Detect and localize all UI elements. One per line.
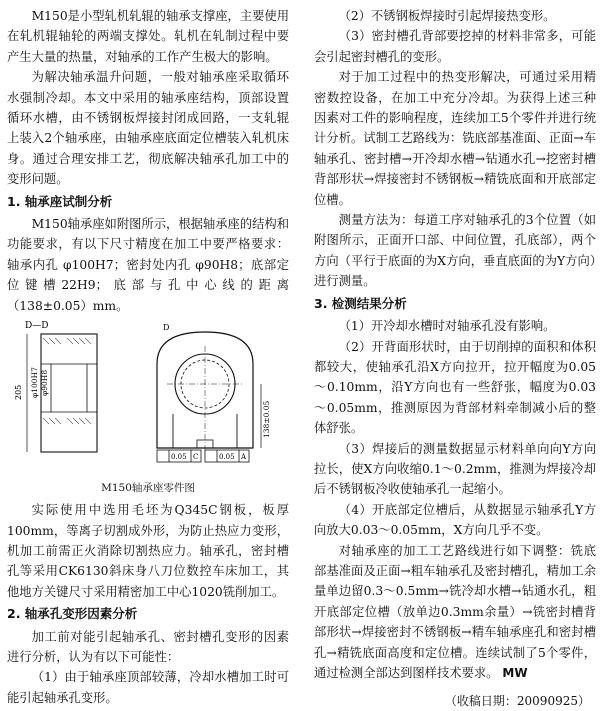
result-4: （4）开底部定位槽后，从数据显示轴承孔Y方向放大0.03～0.05mm，X方向几乎不变。 bbox=[314, 502, 596, 538]
tolerance-value-2: 0.05 bbox=[219, 453, 235, 462]
received-date: （收稿日期：20090925） bbox=[444, 694, 590, 709]
mw-logo: MW bbox=[502, 666, 528, 680]
seal-dimension: φ90H8 bbox=[40, 369, 49, 397]
section1-heading: 1. 轴承座试制分析 bbox=[7, 193, 113, 209]
result-3: （3）焊接后的测量数据显示材料单向向Y方向拉长，使X方向收缩0.1～0.2mm，推测为焊接冷却后不锈钢板冷收使轴承孔一起缩小。 bbox=[314, 441, 596, 497]
tolerance-ref-a: A bbox=[241, 453, 247, 462]
conclusion-text: 对轴承座的加工工艺路线进行如下调整：铣底部基准面及正面→粗车轴承孔及密封槽孔，精加工余量单边留0.3～0.5mm→铣冷却水槽→钻通水孔，粗开底部定位槽（放单边0.3mm余量）→铣密封槽背部形状→焊接密封不锈钢板→精车轴承座孔和密封槽孔→精铣底面高度和定位槽。连续试制了5个零件，通过检测全部达到图样技术要求。 bbox=[314, 543, 596, 680]
factor-3: （3）密封槽孔背部要挖掉的材料非常多，可能会引起密封槽孔的变形。 bbox=[314, 29, 596, 64]
left-column bbox=[7, 6, 289, 708]
result-2: （2）开背面形状时，由于切削掉的面积和体积都较大，使轴承孔沿X方向拉开，拉开幅度为0.05～0.10mm，沿Y方向也有一些舒张，幅度为0.03～0.05mm，推测原因为背部材料牵制减小后的整体舒张。 bbox=[314, 339, 596, 436]
part-drawing bbox=[7, 318, 289, 476]
measurement-paragraph: 测量方法为：每道工序对轴承孔的3个位置（如附图所示，正面开口部、中间位置，孔底部），两个方向（平行于底面的为X方向，垂直底面的为Y方向）进行测量。 bbox=[314, 213, 596, 289]
figure-caption: M150轴承座零件图 bbox=[101, 482, 195, 495]
section-label: D—D bbox=[25, 321, 49, 332]
center-height-dimension: 138±0.05 bbox=[262, 400, 271, 439]
factor-2: （2）不锈钢板焊接时引起焊接热变形。 bbox=[338, 9, 556, 23]
tolerance-frame-2 bbox=[205, 450, 249, 462]
result-1: （1）开冷却水槽时对轴承孔没有影响。 bbox=[338, 319, 556, 334]
right-column bbox=[314, 6, 596, 711]
height-dimension: 205 bbox=[14, 384, 23, 401]
tolerance-value-1: 0.05 bbox=[171, 453, 187, 462]
blank-paragraph: 实际使用中选用毛坯为Q345C钢板，板厚100mm，等离子切割成外形，为防止热应力变形，机加工前需正火消除切割热应力。轴承孔，密封槽孔等采用CK6130斜床身八刀位数控车床加工，其他地方关键尺寸采用精密加工中心1020铣削加工。 bbox=[7, 503, 289, 599]
process-paragraph: 对于加工过程中的热变形解决，可通过采用精密数控设备，在加工中充分冷却。为获得上述三种因素对工件的影响程度，连续加工5个零件并进行统计分析。试制工艺路线为：铣底部基准面、正面→车轴承孔、密封槽→开冷却水槽→钻通水孔→挖密封槽背部形状→焊接密封不锈钢板→精铣底面和开底部定位槽。 bbox=[314, 70, 596, 207]
section2-intro: 加工前对能引起轴承孔、密封槽孔变形的因素进行分析，认为有以下可能性： bbox=[7, 629, 289, 664]
section-outline bbox=[41, 334, 97, 452]
part-drawing-figure bbox=[7, 318, 289, 476]
bore-dimension: φ100H7 bbox=[30, 367, 39, 399]
section2-heading: 2. 轴承孔变形因素分析 bbox=[7, 606, 138, 622]
conclusion-paragraph bbox=[314, 541, 596, 684]
cooling-paragraph: 为解决轴承温升问题，一般对轴承座采取循环水强制冷却。本文中采用的轴承座结构，顶部设置循环水槽，由不锈钢板焊接封闭成回路，一支轧辊上装入2个轴承座，由轴承座底面定位槽装入轧机床身。通过合理安排工艺，彻底解决轴承孔加工中的变形问题。 bbox=[7, 70, 289, 187]
factor-1: （1）由于轴承座顶部较薄，冷却水槽加工时可能引起轴承孔变形。 bbox=[7, 670, 289, 705]
datum-label: D bbox=[163, 323, 170, 333]
tolerance-frame-1 bbox=[157, 450, 201, 462]
tolerance-ref-c: C bbox=[193, 453, 199, 462]
section3-heading: 3. 检测结果分析 bbox=[314, 295, 407, 311]
intro-paragraph: M150是小型轧机轧辊的轴承支撑座，主要使用在轧机辊轴轮的两端支撑处。轧机在轧制过程中要产生大量的热量，对轴承的工作产生极大的影响。 bbox=[7, 9, 290, 64]
section1-paragraph: M150轴承座如附图所示，根据轴承座的结构和功能要求，有以下尺寸精度在加工中要严格要求：轴承内孔 φ100H7；密封处内孔 φ90H8；底部定位键槽22H9；底部与孔中心线的距离（138±0.05）mm。 bbox=[7, 217, 290, 313]
